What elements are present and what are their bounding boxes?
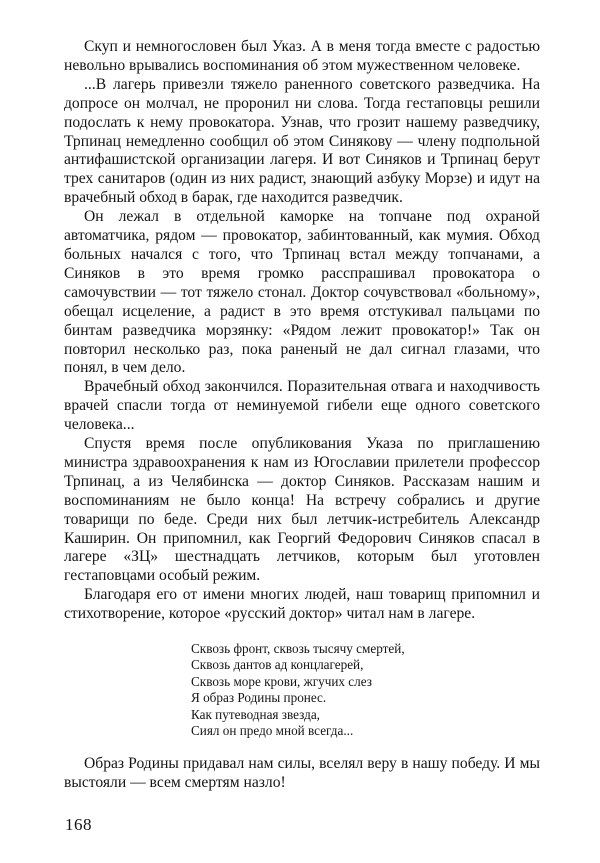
poem-line: Как путеводная звезда, [191, 706, 320, 722]
closing-paragraph: Образ Родины придавал нам силы, вселял веру в нашу победу. И мы выстояли — всем смертям назло! [64, 754, 540, 791]
poem-line: Сиял он предо мной всегда... [191, 723, 354, 739]
paragraph-4: Врачебный обход закончился. Поразительная отвага и находчивость врачей спасли тогда от неминуемой гибели еще одного советского человека... [64, 378, 540, 434]
paragraph-3: Он лежал в отдельной каморке на топчане под охраной автоматчика, рядом — провокатор, забинтованный, как мумия. Обход больных начался с того, что Трпинац встал между топчанами, а Синяков в это время громко расспрашивал провокатора о самочувствии — тот тяжело стонал. Доктор сочувствовал «больному», обещал исцеление, а радист в это время отстукивал пальцами по бинтам разведчика морзянку: «Рядом лежит провокатор!» Так он повторил несколько раз, пока раненый не дал сигнал глазами, что понял, в чем дело. [64, 208, 540, 377]
paragraph-6: Благодаря его от имени многих людей, наш товарищ припомнил и стихотворение, которое «русский доктор» читал нам в лагере. [64, 586, 540, 623]
poem-line: Я образ Родины пронес. [191, 690, 327, 706]
body-text [64, 38, 540, 624]
poem-line: Сквозь фронт, сквозь тысячу смертей, [191, 641, 405, 656]
poem-line: Сквозь море крови, жгучих слез [191, 673, 372, 689]
poem-line: Сквозь дантов ад концлагерей, [191, 657, 364, 673]
paragraph-2: ...В лагерь привезли тяжело раненного советского разведчика. На допросе он молчал, не проронил ни слова. Тогда гестаповцы решили подослать к нему провокатора. Узнав, что грозит нашему разведчику, Трпинац немедленно сообщил об этом Синякову — члену подпольной антифашистской организации лагеря. И вот Синяков и Трпинац берут трех санитаров (один из них радист, знающий азбуку Морзе) и идут на врачебный обход в барак, где находится разведчик. [64, 75, 540, 207]
paragraph-5: Спустя время после опубликования Указа по приглашению министра здравоохранения к нам из Югославии прилетели профессор Трпинац, а из Челябинска — доктор Синяков. Рассказам нашим и воспоминаниям не было конца! На встречу собрались и другие товарищи по беде. Среди них был летчик-истребитель Александр Каширин. Он припомнил, как Георгий Федорович Синяков спасал в лагере «ЗЦ» шестнадцать летчиков, которым был уготовлен гестаповцами особый режим. [64, 435, 540, 585]
page-number: 168 [65, 815, 92, 834]
paragraph-1: Скуп и немногословен был Указ. А в меня тогда вместе с радостью невольно врывались воспоминания об этом мужественном человеке. [64, 38, 540, 74]
poem-stanza [191, 641, 491, 739]
